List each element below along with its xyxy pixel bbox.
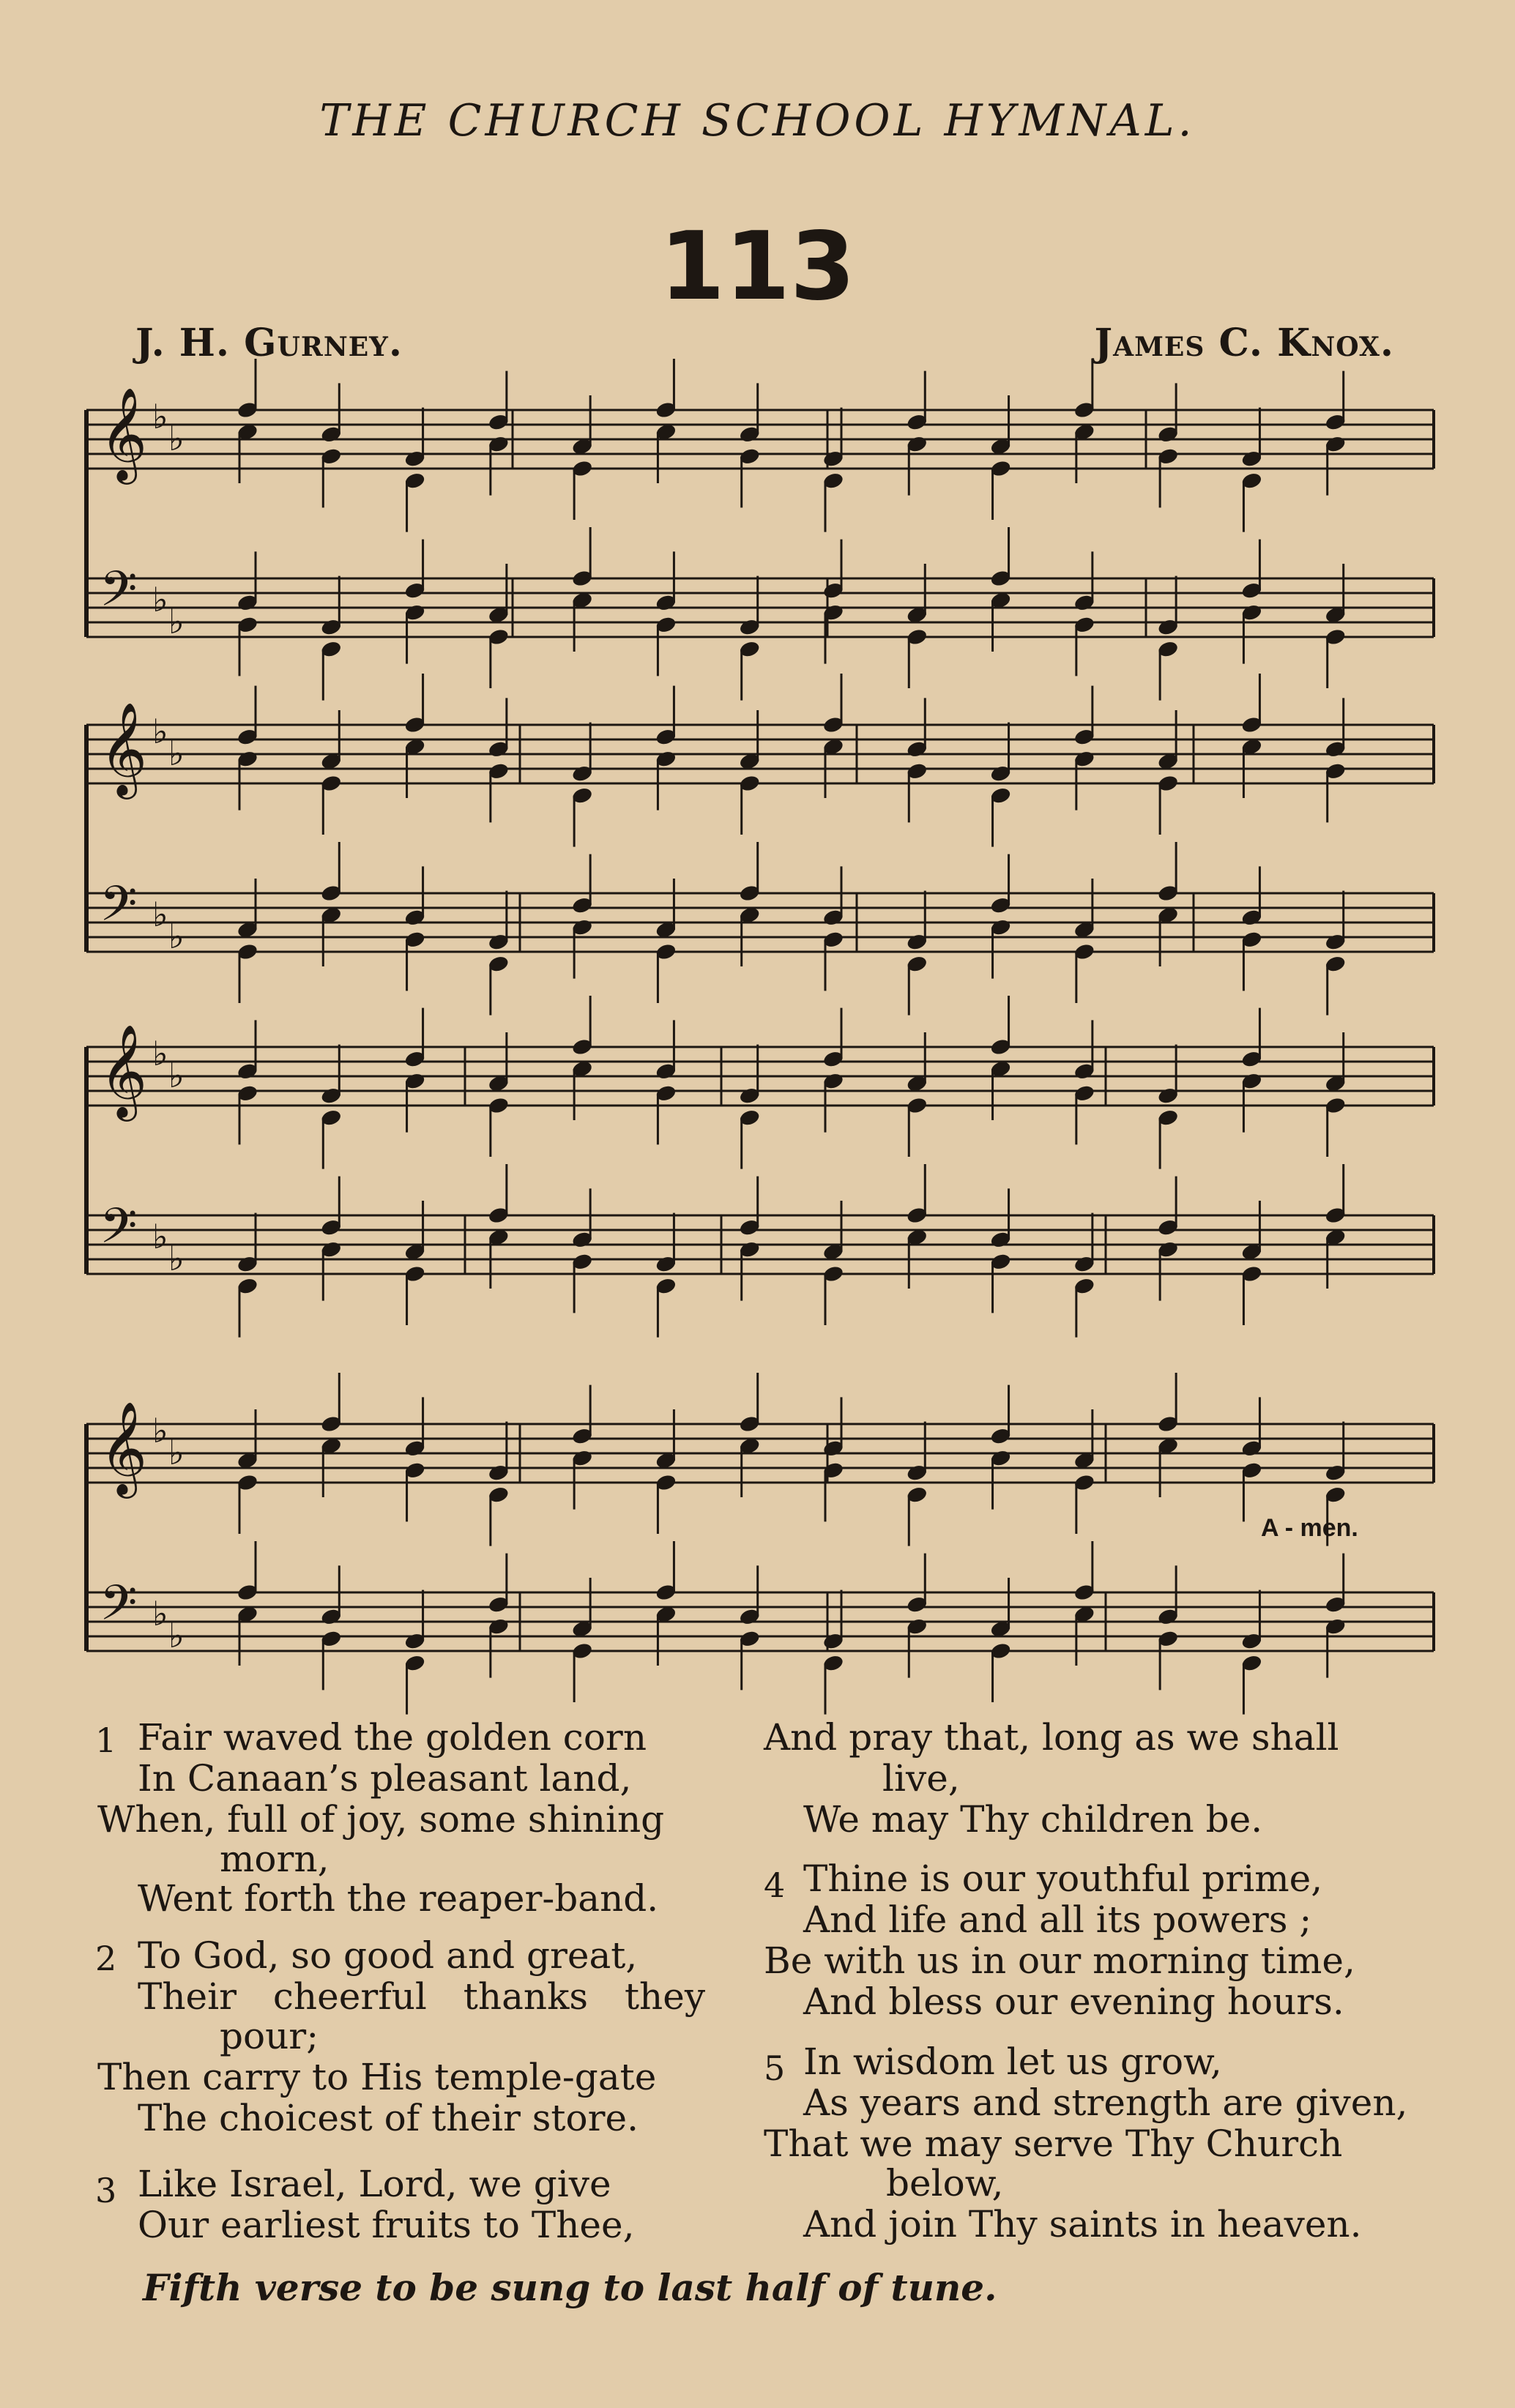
flat-sign: ♭ — [168, 1056, 185, 1095]
verse-2-number: 2 — [95, 1939, 117, 1978]
flat-sign: ♭ — [152, 1034, 168, 1073]
amen-label: A - men. — [1261, 1514, 1358, 1542]
verse-1-line-5: Went forth the reaper-band. — [138, 1877, 659, 1920]
verse-3-line-3: And pray that, long as we shall — [764, 1716, 1339, 1759]
verse-2-line-4: Then carry to His temple-gate — [97, 2056, 657, 2098]
flat-sign: ♭ — [168, 602, 185, 641]
verse-1-line-2: In Canaan’s pleasant land, — [138, 1757, 632, 1800]
verse-3-number: 3 — [95, 2171, 117, 2210]
treble-clef: 𝄞 — [100, 1024, 148, 1117]
flat-sign: ♭ — [152, 580, 168, 619]
bass-clef: 𝄢 — [100, 1575, 138, 1643]
verse-2-line-1: To God, so good and great, — [138, 1934, 638, 1977]
verse-1-line-3: When, full of joy, some shining — [97, 1798, 665, 1841]
verse-2-line-2: Their cheerful thanks they — [138, 1975, 706, 2018]
flat-sign: ♭ — [152, 1411, 168, 1450]
verse-1-number: 1 — [95, 1721, 117, 1760]
flat-sign: ♭ — [168, 734, 185, 773]
treble-clef: 𝄞 — [100, 387, 148, 480]
verse-3-line-5: We may Thy children be. — [803, 1798, 1263, 1841]
bass-clef: 𝄢 — [100, 561, 138, 629]
flat-sign: ♭ — [152, 712, 168, 751]
verse-5-line-3: That we may serve Thy Church — [764, 2122, 1343, 2165]
verse-1-line-1: Fair waved the golden corn — [138, 1716, 647, 1759]
verse-4-line-1: Thine is our youthful prime, — [803, 1857, 1323, 1900]
hymn-number: 113 — [659, 212, 856, 321]
verse-2-line-5: The choicest of their store. — [138, 2097, 639, 2139]
flat-sign: ♭ — [168, 1616, 185, 1655]
verse-5-number: 5 — [764, 2049, 786, 2088]
treble-clef: 𝄞 — [100, 701, 148, 795]
footnote: Fifth verse to be sung to last half of tune. — [143, 2266, 997, 2309]
author-credit: J. H. Gurney. — [135, 321, 403, 365]
verse-3-line-2: Our earliest fruits to Thee, — [138, 2204, 635, 2246]
verse-5-line-2: As years and strength are given, — [803, 2081, 1408, 2124]
verse-5-line-4: below, — [886, 2162, 1004, 2204]
flat-sign: ♭ — [152, 1594, 168, 1633]
verse-4-line-2: And life and all its powers ; — [803, 1898, 1312, 1941]
flat-sign: ♭ — [152, 397, 168, 436]
verse-3-line-4: live, — [882, 1757, 960, 1800]
flat-sign: ♭ — [168, 917, 185, 956]
flat-sign: ♭ — [152, 1217, 168, 1256]
running-head: THE CHURCH SCHOOL HYMNAL. — [319, 95, 1196, 146]
verse-4-line-3: Be with us in our morning time, — [764, 1939, 1355, 1982]
composer-credit: James C. Knox. — [1094, 321, 1394, 365]
verse-3-line-1: Like Israel, Lord, we give — [138, 2163, 611, 2205]
verse-2-line-3: pour; — [220, 2015, 319, 2057]
flat-sign: ♭ — [168, 1239, 185, 1278]
flat-sign: ♭ — [168, 1433, 185, 1472]
flat-sign: ♭ — [168, 419, 185, 458]
bass-clef: 𝄢 — [100, 876, 138, 944]
verse-1-line-4: morn, — [220, 1838, 330, 1880]
verse-4-line-4: And bless our evening hours. — [803, 1980, 1344, 2023]
treble-clef: 𝄞 — [100, 1401, 148, 1494]
verse-5-line-5: And join Thy saints in heaven. — [803, 2203, 1362, 2245]
verse-4-number: 4 — [764, 1865, 786, 1905]
bass-clef: 𝄢 — [100, 1198, 138, 1266]
verse-5-line-1: In wisdom let us grow, — [803, 2040, 1222, 2083]
flat-sign: ♭ — [152, 895, 168, 934]
